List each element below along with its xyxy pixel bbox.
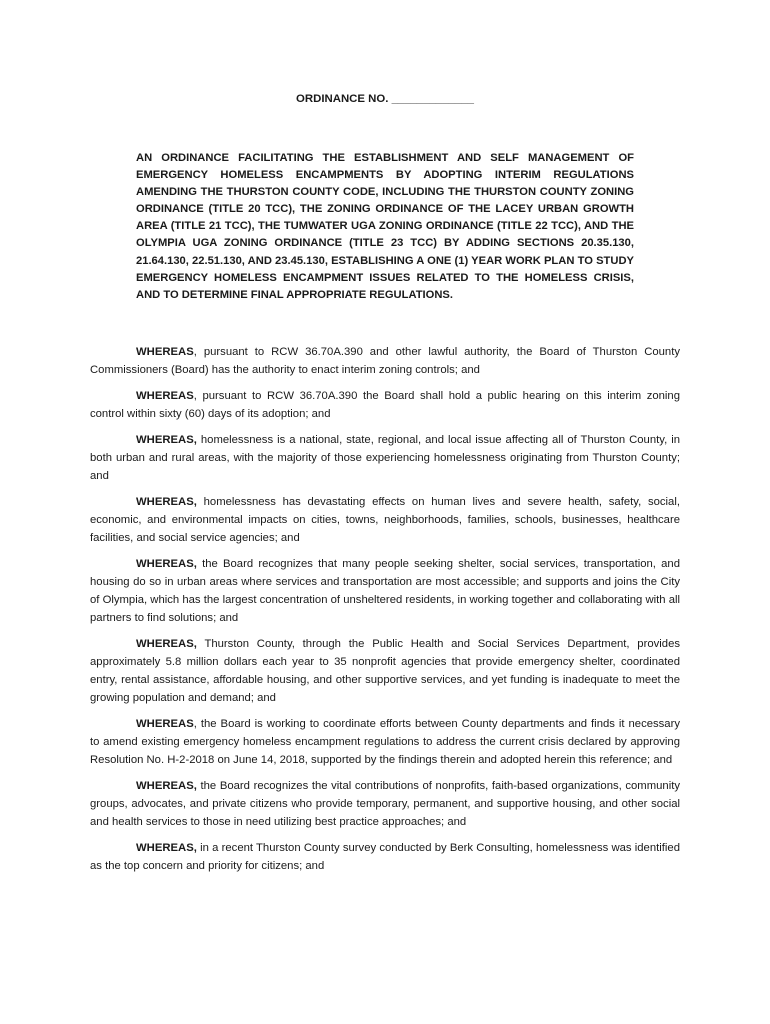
recital-keyword: WHEREAS, — [136, 434, 197, 446]
recital-text: the Board recognizes the vital contributions of nonprofits, faith-based organizations, community groups, advocates, and private citizens who provide temporary, permanent, and supportive housing, and other social and health services to those in need utilizing best practice approaches; and — [90, 780, 680, 828]
recital-paragraph — [90, 431, 680, 485]
recital-text: in a recent Thurston County survey conducted by Berk Consulting, homelessness was identified as the top concern and priority for citizens; and — [90, 842, 680, 872]
recital-keyword: WHEREAS, — [136, 496, 197, 508]
recital-paragraph — [90, 343, 680, 379]
recital-text: , pursuant to RCW 36.70A.390 the Board shall hold a public hearing on this interim zoning control within sixty (60) days of its adoption; and — [90, 390, 680, 420]
recital-keyword: WHEREAS — [136, 390, 194, 402]
recital-keyword: WHEREAS — [136, 346, 194, 358]
recital-paragraph — [90, 777, 680, 831]
recital-paragraph — [90, 839, 680, 875]
recital-keyword: WHEREAS, — [136, 638, 197, 650]
ordinance-number-heading: ORDINANCE NO. _____________ — [296, 93, 474, 105]
recital-paragraph — [90, 715, 680, 769]
recital-keyword: WHEREAS — [136, 718, 194, 730]
recital-paragraph — [90, 635, 680, 707]
recital-text: , pursuant to RCW 36.70A.390 and other lawful authority, the Board of Thurston County Commissioners (Board) has the authority to enact interim zoning controls; and — [90, 346, 680, 376]
recital-keyword: WHEREAS, — [136, 558, 197, 570]
recital-keyword: WHEREAS, — [136, 842, 197, 854]
recitals-section — [90, 343, 680, 883]
recital-text: homelessness is a national, state, regional, and local issue affecting all of Thurston County, in both urban and rural areas, with the majority of those experiencing homelessness originating from Thurston County; and — [90, 434, 680, 482]
ordinance-title: AN ORDINANCE FACILITATING THE ESTABLISHMENT AND SELF MANAGEMENT OF EMERGENCY HOMELESS ENCAMPMENTS BY ADOPTING INTERIM REGULATIONS AMENDING THE THURSTON COUNTY CODE, INCLUDING THE THURSTON COUNTY ZONING ORDINANCE (TITLE 20 TCC), THE ZONING ORDINANCE OF THE LACEY URBAN GROWTH AREA (TITLE 21 TCC), THE TUMWATER UGA ZONING ORDINANCE (TITLE 22 TCC), AND THE OLYMPIA UGA ZONING ORDINANCE (TITLE 23 TCC) BY ADDING SECTIONS 20.35.130, 21.64.130, 22.51.130, AND 23.45.130, ESTABLISHING A ONE (1) YEAR WORK PLAN TO STUDY EMERGENCY HOMELESS ENCAMPMENT ISSUES RELATED TO THE HOMELESS CRISIS, AND TO DETERMINE FINAL APPROPRIATE REGULATIONS. — [136, 152, 634, 301]
recital-text: the Board recognizes that many people seeking shelter, social services, transportation, and housing do so in urban areas where services and transportation are most accessible; and supports and joins the City of Olympia, which has the largest concentration of unsheltered residents, in working together and collaborating with all partners to find solutions; and — [90, 558, 680, 624]
recital-keyword: WHEREAS, — [136, 780, 197, 792]
recital-text: Thurston County, through the Public Health and Social Services Department, provides approximately 5.8 million dollars each year to 35 nonprofit agencies that provide emergency shelter, coordinated entry, rental assistance, affordable housing, and other supportive services, and yet funding is inadequate to meet the growing population and demand; and — [90, 638, 680, 704]
recital-paragraph — [90, 493, 680, 547]
recital-text: homelessness has devastating effects on human lives and severe health, safety, social, economic, and environmental impacts on cities, towns, neighborhoods, families, schools, businesses, healthcare facilities, and social service agencies; and — [90, 496, 680, 544]
recital-text: , the Board is working to coordinate efforts between County departments and finds it necessary to amend existing emergency homeless encampment regulations to address the current crisis declared by approving Resolution No. H-2-2018 on June 14, 2018, supported by the findings therein and adopted herein this reference; and — [90, 718, 680, 766]
recital-paragraph — [90, 387, 680, 423]
recital-paragraph — [90, 555, 680, 627]
